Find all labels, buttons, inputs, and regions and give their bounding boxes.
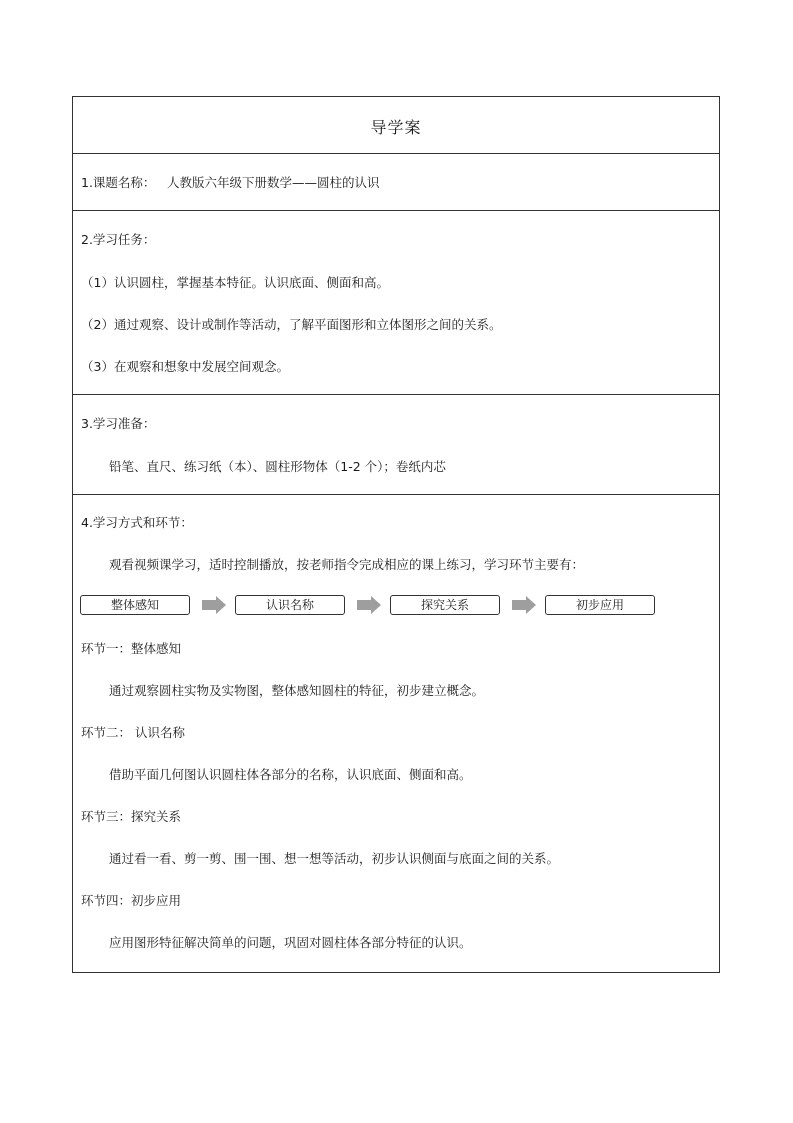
topic-label: 1.课题名称：	[81, 175, 156, 190]
task-item: （3）在观察和想象中发展空间观念。	[81, 359, 289, 374]
topic-row	[73, 154, 719, 211]
flow-arrow-icon	[202, 596, 226, 614]
stage-title: 环节三：探究关系	[81, 809, 182, 824]
prep-content: 铅笔、直尺、练习纸（本）、圆柱形物体（1-2 个）；卷纸内芯	[109, 459, 446, 474]
topic-value: 人教版六年级下册数学——圆柱的认识	[167, 175, 380, 190]
flow-arrow-icon	[357, 596, 381, 614]
stage-title: 环节一：整体感知	[81, 641, 182, 656]
flow-step: 初步应用	[545, 595, 655, 615]
tasks-heading: 2.学习任务：	[81, 232, 156, 247]
task-item: （2）通过观察、设计或制作等活动，了解平面图形和立体图形之间的关系。	[81, 317, 502, 332]
stage-desc: 通过看一看、剪一剪、围一围、想一想等活动，初步认识侧面与底面之间的关系。	[109, 851, 560, 866]
stage-desc: 应用图形特征解决简单的问题，巩固对圆柱体各部分特征的认识。	[109, 935, 472, 950]
tasks-row	[73, 211, 719, 395]
prep-row	[73, 395, 719, 495]
lesson-plan-table	[72, 96, 720, 973]
page-title: 导学案	[370, 118, 422, 137]
method-intro: 观看视频课学习，适时控制播放，按老师指令完成相应的课上练习，学习环节主要有：	[109, 557, 585, 572]
flow-step: 整体感知	[80, 595, 190, 615]
flow-step: 探究关系	[390, 595, 500, 615]
stage-title: 环节二： 认识名称	[81, 725, 185, 740]
stage-title: 环节四：初步应用	[81, 893, 182, 908]
stage-desc: 通过观察圆柱实物及实物图，整体感知圆柱的特征，初步建立概念。	[109, 683, 485, 698]
method-row	[73, 495, 719, 972]
prep-heading: 3.学习准备：	[81, 416, 156, 431]
task-item: （1）认识圆柱，掌握基本特征。认识底面、侧面和高。	[81, 275, 389, 290]
stage-desc: 借助平面几何图认识圆柱体各部分的名称，认识底面、侧面和高。	[109, 767, 472, 782]
title-row	[73, 97, 719, 154]
flow-step: 认识名称	[235, 595, 345, 615]
flow-arrow-icon	[512, 596, 536, 614]
method-heading: 4.学习方式和环节：	[81, 515, 193, 530]
